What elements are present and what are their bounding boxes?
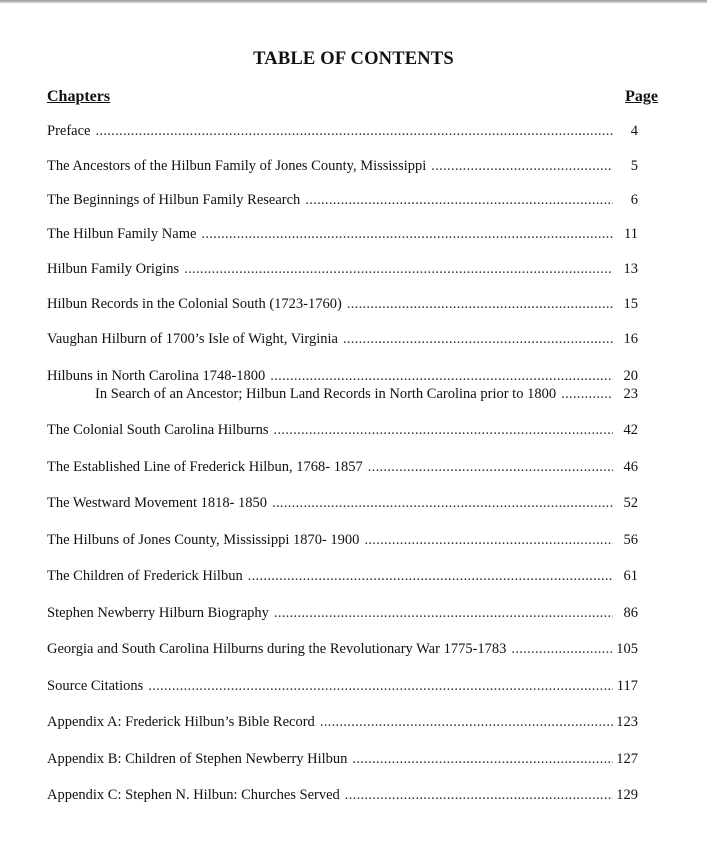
chapters-header: Chapters [47, 88, 111, 105]
toc-entry-title: The Colonial South Carolina Hilburns [47, 422, 269, 438]
toc-entry-page: 15 [623, 296, 638, 312]
toc-entry-title: Stephen Newberry Hilburn Biography [47, 605, 269, 621]
toc-entry-page: 52 [623, 495, 638, 511]
toc-entry-title: The Children of Frederick Hilbun [47, 568, 243, 584]
toc-entry-title: Preface [47, 123, 91, 139]
toc-entry-title: Vaughan Hilburn of 1700’s Isle of Wight, Virginia [47, 331, 338, 347]
toc-entry-title: In Search of an Ancestor; Hilbun Land Records in North Carolina prior to 1800 [95, 386, 557, 402]
toc-entry-ancestors [47, 158, 638, 175]
toc-entry-title: The Hilbuns of Jones County, Mississippi 1870- 1900 [47, 532, 360, 548]
toc-entry-title: Source Citations [47, 678, 144, 694]
dot-leader [431, 158, 613, 175]
toc-entry-revolutionary-war [47, 641, 638, 658]
toc-entry-jones-county [47, 532, 638, 549]
toc-entry-beginnings [47, 192, 638, 209]
toc-entry-page: 23 [623, 386, 638, 402]
page-header: Page [625, 88, 658, 105]
toc-entry-appendix-b [47, 751, 638, 768]
toc-entry-page: 86 [623, 605, 638, 621]
toc-entry-page: 56 [623, 532, 638, 548]
toc-entry-title: Hilbun Family Origins [47, 261, 180, 277]
toc-entry-title: Hilbun Records in the Colonial South (1723-1760) [47, 296, 342, 312]
page-title: TABLE OF CONTENTS [253, 49, 454, 69]
toc-entry-source-citations [47, 678, 638, 695]
dot-leader [248, 568, 613, 585]
toc-entry-title: The Established Line of Frederick Hilbun, 1768- 1857 [47, 459, 363, 475]
toc-entry-page: 4 [630, 123, 638, 139]
toc-entry-page: 20 [623, 368, 638, 384]
dot-leader [305, 192, 613, 209]
toc-entry-page: 46 [623, 459, 638, 475]
toc-entry-page: 127 [616, 751, 638, 767]
toc-entry-family-name [47, 226, 638, 243]
toc-entry-page: 117 [616, 678, 638, 694]
toc-entry-appendix-a [47, 714, 638, 731]
dot-leader [345, 787, 613, 804]
toc-entry-page: 13 [623, 261, 638, 277]
dot-leader [364, 532, 613, 549]
toc-subentry-land-records [95, 386, 638, 403]
toc-entry-title: Appendix A: Frederick Hilbun’s Bible Record [47, 714, 315, 730]
toc-entry-appendix-c [47, 787, 638, 804]
dot-leader [201, 226, 613, 243]
toc-entry-westward [47, 495, 638, 512]
dot-leader [95, 123, 613, 140]
toc-entry-vaughan-hilburn [47, 331, 638, 348]
dot-leader [343, 331, 613, 348]
toc-entry-title: Appendix C: Stephen N. Hilbun: Churches Served [47, 787, 340, 803]
toc-entry-page: 11 [624, 226, 638, 242]
dot-leader [511, 641, 613, 658]
dot-leader [148, 678, 613, 695]
toc-entry-page: 6 [630, 192, 638, 208]
toc-entry-established-line [47, 459, 638, 476]
toc-entry-colonial-records [47, 296, 638, 313]
toc-entry-title: The Westward Movement 1818- 1850 [47, 495, 268, 511]
dot-leader [352, 751, 613, 768]
dot-leader [270, 368, 613, 385]
toc-entry-page: 16 [623, 331, 638, 347]
dot-leader [561, 386, 613, 403]
top-border [0, 0, 707, 3]
toc-entry-page: 5 [630, 158, 638, 174]
toc-entry-page: 42 [623, 422, 638, 438]
dot-leader [347, 296, 613, 313]
toc-entry-title: The Beginnings of Hilbun Family Research [47, 192, 301, 208]
dot-leader [272, 495, 613, 512]
toc-entry-preface [47, 123, 638, 140]
toc-entry-stephen-biography [47, 605, 638, 622]
toc-entry-page: 129 [616, 787, 638, 803]
toc-entry-north-carolina [47, 368, 638, 385]
toc-entry-origins [47, 261, 638, 278]
toc-entry-title: Appendix B: Children of Stephen Newberry Hilbun [47, 751, 348, 767]
toc-entry-page: 61 [623, 568, 638, 584]
toc-entry-page: 123 [616, 714, 638, 730]
dot-leader [184, 261, 613, 278]
toc-entry-page: 105 [616, 641, 638, 657]
toc-entry-title: The Ancestors of the Hilbun Family of Jones County, Mississippi [47, 158, 427, 174]
dot-leader [274, 605, 613, 622]
toc-entry-title: The Hilbun Family Name [47, 226, 197, 242]
dot-leader [320, 714, 613, 731]
toc-entry-colonial-sc [47, 422, 638, 439]
toc-entry-title: Hilbuns in North Carolina 1748-1800 [47, 368, 266, 384]
dot-leader [368, 459, 613, 476]
dot-leader [274, 422, 613, 439]
toc-entry-children-frederick [47, 568, 638, 585]
toc-entry-title: Georgia and South Carolina Hilburns during the Revolutionary War 1775-1783 [47, 641, 507, 657]
